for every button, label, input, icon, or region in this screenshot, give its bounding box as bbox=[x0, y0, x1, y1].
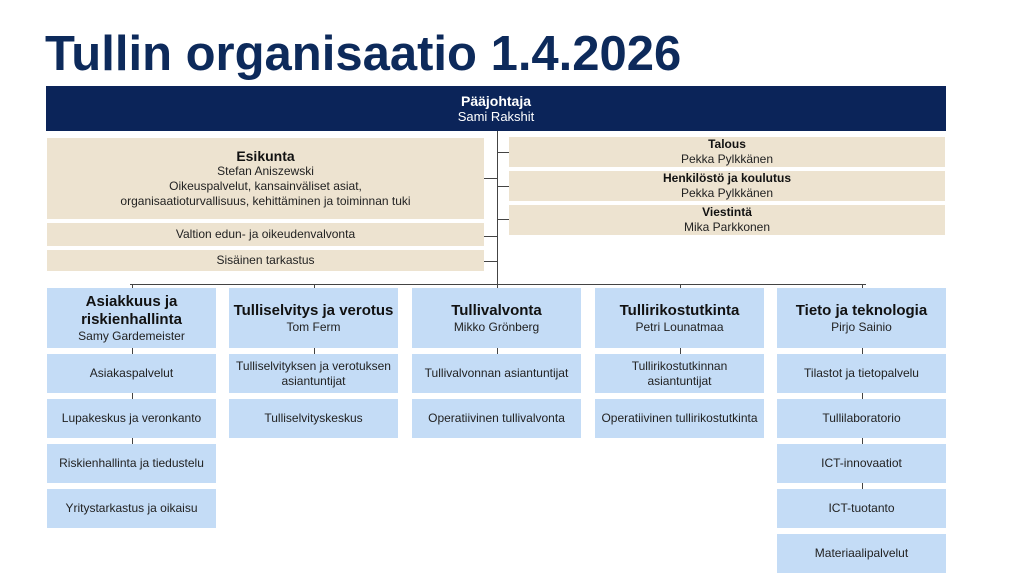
box-title: ICT-innovaatiot bbox=[821, 456, 902, 470]
box-person: Samy Gardemeister bbox=[78, 328, 185, 343]
sisainen-box bbox=[47, 250, 484, 271]
box-title: Materiaalipalvelut bbox=[814, 546, 909, 560]
unit-box bbox=[47, 399, 216, 438]
staff-unit-box bbox=[509, 205, 945, 235]
box-title: Tullivalvonnan asiantuntijat bbox=[424, 366, 569, 380]
staff-unit-box bbox=[509, 171, 945, 201]
connector-line bbox=[497, 131, 498, 285]
unit-box bbox=[412, 399, 581, 438]
box-person: Sami Rakshit bbox=[457, 108, 535, 124]
director-general-box bbox=[46, 86, 946, 131]
unit-box bbox=[777, 399, 946, 438]
unit-box bbox=[412, 354, 581, 393]
unit-box bbox=[47, 489, 216, 528]
box-title: Tullirikostutkinta bbox=[619, 301, 740, 319]
box-title: Tulliselvityksen ja verotuksen asiantuntijat bbox=[236, 358, 391, 388]
box-person: Pekka Pylkkänen bbox=[680, 186, 774, 200]
box-title: Operatiivinen tullirikostutkinta bbox=[601, 411, 758, 425]
unit-box bbox=[777, 354, 946, 393]
unit-box bbox=[777, 534, 946, 573]
box-title: Sisäinen tarkastus bbox=[216, 253, 315, 267]
connector-line bbox=[497, 152, 509, 153]
box-title: Tullivalvonta bbox=[451, 301, 542, 319]
box-title: Tilastot ja tietopalvelu bbox=[804, 366, 919, 380]
box-person: Mika Parkkonen bbox=[683, 220, 771, 234]
box-title: Viestintä bbox=[702, 205, 752, 219]
box-title: Tullilaboratorio bbox=[822, 411, 901, 425]
unit-box bbox=[229, 399, 398, 438]
box-title: Asiakkuus ja riskienhallinta bbox=[81, 292, 182, 328]
connector-line bbox=[484, 236, 497, 237]
box-person: Pirjo Sainio bbox=[831, 319, 892, 334]
box-desc: organisaatioturvallisuus, kehittäminen ja toiminnan tuki bbox=[120, 193, 411, 208]
department-box bbox=[47, 288, 216, 348]
box-title: Valtion edun- ja oikeudenvalvonta bbox=[175, 227, 356, 241]
department-box bbox=[595, 288, 764, 348]
box-desc: Oikeuspalvelut, kansainväliset asiat, bbox=[169, 178, 362, 193]
department-box bbox=[229, 288, 398, 348]
connector-line bbox=[497, 219, 509, 220]
box-title: Henkilöstö ja koulutus bbox=[662, 171, 791, 185]
valtion-box bbox=[47, 223, 484, 246]
box-title: Pääjohtaja bbox=[460, 92, 532, 109]
connector-line bbox=[497, 186, 509, 187]
box-title: Tulliselvityskeskus bbox=[264, 411, 363, 425]
unit-box bbox=[777, 489, 946, 528]
box-person: Pekka Pylkkänen bbox=[680, 152, 774, 166]
box-title: Yritystarkastus ja oikaisu bbox=[65, 501, 198, 515]
box-title: Talous bbox=[708, 137, 746, 151]
box-person: Mikko Grönberg bbox=[453, 319, 540, 334]
box-person: Petri Lounatmaa bbox=[635, 319, 724, 334]
box-person: Stefan Aniszewski bbox=[217, 163, 314, 178]
connector-line bbox=[484, 261, 497, 262]
box-title: Lupakeskus ja veronkanto bbox=[61, 411, 202, 425]
connector-line bbox=[130, 284, 866, 285]
department-box bbox=[412, 288, 581, 348]
box-title: Asiakaspalvelut bbox=[89, 366, 174, 380]
unit-box bbox=[47, 444, 216, 483]
box-title: ICT-tuotanto bbox=[828, 501, 895, 515]
box-person: Tom Ferm bbox=[286, 319, 341, 334]
box-title: Riskienhallinta ja tiedustelu bbox=[59, 456, 204, 470]
connector-line bbox=[484, 178, 497, 179]
box-title: Esikunta bbox=[236, 147, 295, 164]
box-title: Operatiivinen tullivalvonta bbox=[428, 411, 565, 425]
unit-box bbox=[595, 354, 764, 393]
unit-box bbox=[777, 444, 946, 483]
unit-box bbox=[47, 354, 216, 393]
esikunta-box bbox=[47, 138, 484, 219]
page-title: Tullin organisaatio 1.4.2026 bbox=[45, 27, 682, 81]
staff-unit-box bbox=[509, 137, 945, 167]
unit-box bbox=[595, 399, 764, 438]
box-title: Tieto ja teknologia bbox=[795, 301, 928, 319]
box-title: Tulliselvitys ja verotus bbox=[233, 301, 394, 319]
unit-box bbox=[229, 354, 398, 393]
box-title: Tullirikostutkinnan asiantuntijat bbox=[631, 358, 728, 388]
department-box bbox=[777, 288, 946, 348]
